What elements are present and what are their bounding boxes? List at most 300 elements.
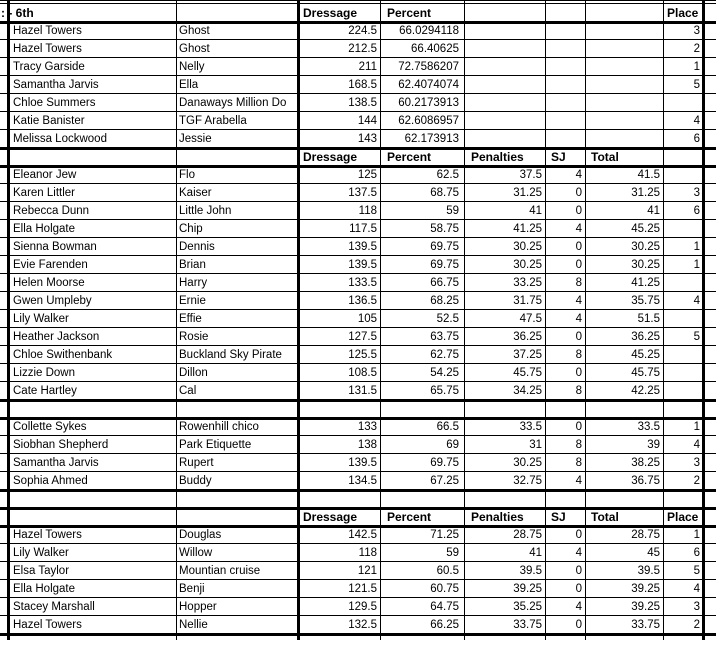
cell-sj[interactable] bbox=[545, 112, 585, 130]
cell-rider[interactable]: Tracy Garside bbox=[13, 61, 85, 73]
header-total: Total bbox=[591, 150, 619, 164]
cell-sj[interactable]: 8 bbox=[575, 385, 582, 397]
cell-horse[interactable]: Little John bbox=[179, 205, 232, 217]
grid-hline bbox=[0, 75, 716, 76]
cell-place[interactable]: 1 bbox=[693, 259, 700, 271]
grid-hline bbox=[0, 0, 716, 1]
cell-dressage[interactable]: 134.5 bbox=[348, 475, 377, 487]
cell-total[interactable]: 39 bbox=[647, 439, 660, 451]
cell-dressage[interactable]: 224.5 bbox=[348, 25, 377, 37]
cell-rider[interactable]: Ella Holgate bbox=[13, 583, 76, 595]
cell-horse[interactable]: Rupert bbox=[179, 457, 214, 469]
cell-place[interactable] bbox=[663, 94, 703, 112]
cell-rider[interactable]: Rebecca Dunn bbox=[13, 205, 90, 217]
table-row bbox=[0, 292, 716, 310]
cell-rider[interactable]: Sienna Bowman bbox=[13, 241, 97, 253]
cell-horse[interactable]: Flo bbox=[179, 169, 195, 181]
cell-dressage[interactable]: 168.5 bbox=[348, 79, 377, 91]
cell-penalties[interactable]: 41 bbox=[529, 547, 542, 559]
cell-total[interactable]: 30.25 bbox=[631, 259, 660, 271]
cell-penalties[interactable]: 37.5 bbox=[519, 169, 542, 181]
cell-rider[interactable]: Cate Hartley bbox=[13, 385, 77, 397]
grid-hline bbox=[0, 417, 716, 420]
cell-rider[interactable]: Gwen Umpleby bbox=[13, 295, 92, 307]
cell-place[interactable]: 4 bbox=[693, 583, 700, 595]
cell-rider[interactable]: Chloe Summers bbox=[13, 97, 96, 109]
cell-total[interactable] bbox=[585, 58, 663, 76]
cell-penalties[interactable] bbox=[464, 130, 545, 148]
grid-hline bbox=[0, 633, 716, 636]
cell-place[interactable] bbox=[663, 166, 703, 184]
table-row bbox=[0, 454, 716, 472]
cell-percent[interactable]: 62.173913 bbox=[404, 133, 459, 145]
cell-penalties[interactable] bbox=[464, 58, 545, 76]
cell-dressage[interactable]: 143 bbox=[357, 133, 377, 145]
cell-rider[interactable]: Samantha Jarvis bbox=[13, 457, 99, 469]
cell-total[interactable]: 39.25 bbox=[631, 583, 660, 595]
cell-rider[interactable]: Stacey Marshall bbox=[13, 601, 95, 613]
cell-penalties[interactable]: 41.25 bbox=[513, 223, 542, 235]
cell-penalties[interactable] bbox=[464, 112, 545, 130]
cell-sj[interactable]: 8 bbox=[575, 277, 582, 289]
cell-total[interactable] bbox=[585, 76, 663, 94]
cell-horse[interactable]: Dennis bbox=[179, 241, 215, 253]
cell-horse[interactable]: Nellie bbox=[179, 619, 208, 631]
cell-sj[interactable]: 0 bbox=[575, 187, 582, 199]
grid-hline bbox=[0, 39, 716, 40]
cell-penalties[interactable]: 31.75 bbox=[513, 295, 542, 307]
cell-place[interactable]: 5 bbox=[693, 565, 700, 577]
cell-penalties[interactable]: 33.5 bbox=[519, 421, 542, 433]
cell-place[interactable] bbox=[663, 220, 703, 238]
grid-hline bbox=[0, 219, 716, 220]
grid-vline bbox=[380, 0, 381, 640]
cell-dressage[interactable]: 125.5 bbox=[348, 349, 377, 361]
cell-rider[interactable]: Karen Littler bbox=[13, 187, 76, 199]
cell-horse[interactable]: Mountian cruise bbox=[179, 565, 261, 577]
cell-percent[interactable]: 67.25 bbox=[430, 475, 459, 487]
grid-hline bbox=[0, 381, 716, 382]
cell-penalties[interactable]: 36.25 bbox=[513, 331, 542, 343]
cell-horse[interactable]: Ghost bbox=[179, 43, 210, 55]
cell-place[interactable]: 3 bbox=[693, 25, 700, 37]
cell-horse[interactable]: Ella bbox=[179, 79, 199, 91]
grid-hline bbox=[0, 615, 716, 616]
cell-dressage[interactable]: 118 bbox=[358, 205, 377, 217]
cell-sj[interactable]: 4 bbox=[575, 169, 582, 181]
cell-percent[interactable]: 66.75 bbox=[430, 277, 459, 289]
cell-total[interactable] bbox=[585, 130, 663, 148]
cell-penalties[interactable]: 39.5 bbox=[519, 565, 542, 577]
cell-percent[interactable]: 71.25 bbox=[430, 529, 459, 541]
grid-vline bbox=[585, 0, 586, 640]
cell-horse[interactable]: Ernie bbox=[179, 295, 206, 307]
cell-rider[interactable]: Elsa Taylor bbox=[13, 565, 70, 577]
cell-horse[interactable]: Rosie bbox=[179, 331, 209, 343]
cell-percent[interactable]: 52.5 bbox=[436, 313, 459, 325]
cell-sj[interactable]: 4 bbox=[575, 313, 582, 325]
header-penalties: Penalties bbox=[471, 150, 524, 164]
cell-dressage[interactable]: 211 bbox=[358, 61, 377, 73]
cell-percent[interactable]: 59 bbox=[446, 547, 459, 559]
cell-sj[interactable]: 0 bbox=[575, 367, 582, 379]
cell-percent[interactable]: 62.75 bbox=[430, 349, 459, 361]
cell-sj[interactable]: 0 bbox=[575, 583, 582, 595]
cell-sj[interactable] bbox=[545, 22, 585, 40]
cell-percent[interactable]: 63.75 bbox=[430, 331, 459, 343]
cell-sj[interactable]: 0 bbox=[575, 259, 582, 271]
cell-rider[interactable]: Sophia Ahmed bbox=[13, 475, 88, 487]
cell-dressage[interactable]: 139.5 bbox=[348, 457, 377, 469]
cell-penalties[interactable]: 45.75 bbox=[513, 367, 542, 379]
cell-horse[interactable]: Dillon bbox=[179, 367, 208, 379]
cell-percent[interactable]: 66.0294118 bbox=[399, 25, 459, 37]
cell-horse[interactable]: Buckland Sky Pirate bbox=[179, 349, 282, 361]
grid-hline bbox=[0, 435, 716, 436]
cell-sj[interactable]: 4 bbox=[575, 295, 582, 307]
cell-horse[interactable]: Willow bbox=[179, 547, 213, 559]
cell-place[interactable]: 4 bbox=[693, 115, 700, 127]
grid-hline bbox=[0, 93, 716, 94]
cell-place[interactable] bbox=[663, 382, 703, 400]
cell-horse[interactable]: Buddy bbox=[179, 475, 212, 487]
cell-horse[interactable]: Hopper bbox=[179, 601, 217, 613]
cell-percent[interactable]: 60.5 bbox=[436, 565, 459, 577]
cell-penalties[interactable] bbox=[464, 40, 545, 58]
cell-dressage[interactable]: 105 bbox=[357, 313, 377, 325]
header-percent: Percent bbox=[387, 6, 432, 20]
cell-place[interactable]: 3 bbox=[693, 457, 700, 469]
cell-percent[interactable]: 66.25 bbox=[430, 619, 459, 631]
cell-total[interactable]: 45 bbox=[647, 547, 660, 559]
cell-rider[interactable]: Helen Moorse bbox=[13, 277, 85, 289]
cell-penalties[interactable]: 30.25 bbox=[513, 241, 542, 253]
cell-rider[interactable]: Samantha Jarvis bbox=[13, 79, 99, 91]
header-dressage: Dressage bbox=[303, 510, 358, 524]
cell-percent[interactable]: 62.4074074 bbox=[398, 79, 459, 91]
cell-dressage[interactable]: 117.5 bbox=[349, 223, 377, 235]
cell-rider[interactable]: Katie Banister bbox=[13, 115, 85, 127]
cell-penalties[interactable]: 33.75 bbox=[513, 619, 542, 631]
cell-horse[interactable]: TGF Arabella bbox=[179, 115, 247, 127]
cell-place[interactable]: 6 bbox=[693, 133, 700, 145]
cell-sj[interactable] bbox=[545, 40, 585, 58]
cell-penalties[interactable] bbox=[464, 94, 545, 112]
cell-total[interactable]: 39.25 bbox=[631, 601, 660, 613]
header-sj bbox=[548, 4, 584, 22]
cell-percent[interactable]: 69.75 bbox=[430, 241, 459, 253]
cell-dressage[interactable]: 132.5 bbox=[348, 619, 377, 631]
cell-penalties[interactable]: 30.25 bbox=[513, 259, 542, 271]
cell-place[interactable]: 1 bbox=[693, 421, 700, 433]
cell-dressage[interactable]: 118 bbox=[358, 547, 377, 559]
grid-hline bbox=[0, 597, 716, 598]
cell-penalties[interactable]: 41 bbox=[529, 205, 542, 217]
cell-percent[interactable]: 72.7586207 bbox=[398, 61, 459, 73]
cell-horse[interactable]: Ghost bbox=[179, 25, 210, 37]
cell-dressage[interactable]: 121.5 bbox=[348, 583, 377, 595]
table-row bbox=[0, 58, 716, 76]
cell-horse[interactable]: Cal bbox=[179, 385, 197, 397]
cell-sj[interactable]: 0 bbox=[575, 421, 582, 433]
cell-dressage[interactable]: 138 bbox=[357, 439, 377, 451]
cell-penalties[interactable]: 35.25 bbox=[513, 601, 542, 613]
cell-percent[interactable]: 65.75 bbox=[430, 385, 459, 397]
table-row bbox=[0, 382, 716, 400]
cell-sj[interactable] bbox=[545, 58, 585, 76]
grid-hline bbox=[0, 255, 716, 256]
cell-place[interactable]: 1 bbox=[693, 241, 700, 253]
cell-sj[interactable]: 0 bbox=[575, 619, 582, 631]
cell-horse[interactable]: Nelly bbox=[179, 61, 205, 73]
cell-rider[interactable]: Eleanor Jew bbox=[13, 169, 77, 181]
cell-penalties[interactable]: 47.5 bbox=[519, 313, 542, 325]
header-penalties: Penalties bbox=[471, 510, 524, 524]
cell-place[interactable]: 6 bbox=[693, 205, 700, 217]
cell-total[interactable]: 39.5 bbox=[637, 565, 660, 577]
cell-percent[interactable]: 68.25 bbox=[430, 295, 459, 307]
cell-total[interactable]: 36.75 bbox=[631, 475, 660, 487]
cell-penalties[interactable]: 30.25 bbox=[513, 457, 542, 469]
cell-percent[interactable]: 69.75 bbox=[430, 259, 459, 271]
table-row bbox=[0, 616, 716, 634]
cell-percent[interactable]: 59 bbox=[446, 205, 459, 217]
header-place: Place bbox=[667, 510, 699, 524]
cell-horse[interactable]: Benji bbox=[179, 583, 205, 595]
cell-horse[interactable]: Brian bbox=[179, 259, 206, 271]
cell-rider[interactable]: Collette Sykes bbox=[13, 421, 87, 433]
cell-total[interactable]: 41.25 bbox=[631, 277, 660, 289]
cell-total[interactable]: 36.25 bbox=[631, 331, 660, 343]
cell-percent[interactable]: 68.75 bbox=[430, 187, 459, 199]
cell-sj[interactable]: 0 bbox=[575, 241, 582, 253]
cell-place[interactable] bbox=[663, 274, 703, 292]
cell-dressage[interactable]: 139.5 bbox=[348, 241, 377, 253]
grid-hline bbox=[0, 165, 716, 168]
table-row bbox=[0, 346, 716, 364]
cell-percent[interactable]: 69 bbox=[446, 439, 459, 451]
cell-penalties[interactable]: 39.25 bbox=[513, 583, 542, 595]
cell-rider[interactable]: Melissa Lockwood bbox=[13, 133, 107, 145]
grid-hline bbox=[0, 345, 716, 346]
cell-penalties[interactable]: 28.75 bbox=[513, 529, 542, 541]
cell-place[interactable]: 3 bbox=[693, 187, 700, 199]
table-row bbox=[0, 472, 716, 490]
cell-rider[interactable]: Lizzie Down bbox=[13, 367, 75, 379]
grid-hline bbox=[0, 453, 716, 454]
cell-dressage[interactable]: 142.5 bbox=[348, 529, 377, 541]
cell-rider[interactable]: Chloe Swithenbank bbox=[13, 349, 113, 361]
cell-sj[interactable]: 4 bbox=[575, 601, 582, 613]
cell-penalties[interactable]: 31 bbox=[529, 439, 542, 451]
cell-place[interactable]: 4 bbox=[693, 439, 700, 451]
cell-percent[interactable]: 62.6086957 bbox=[398, 115, 459, 127]
cell-sj[interactable]: 4 bbox=[575, 223, 582, 235]
cell-penalties[interactable]: 31.25 bbox=[513, 187, 542, 199]
cell-place[interactable]: 2 bbox=[693, 475, 700, 487]
cell-horse[interactable]: Harry bbox=[179, 277, 208, 289]
cell-dressage[interactable]: 138.5 bbox=[348, 97, 377, 109]
table-row bbox=[0, 166, 716, 184]
cell-total[interactable]: 45.25 bbox=[631, 223, 660, 235]
cell-dressage[interactable]: 136.5 bbox=[348, 295, 377, 307]
cell-place[interactable]: 4 bbox=[693, 295, 700, 307]
cell-penalties[interactable]: 33.25 bbox=[513, 277, 542, 289]
cell-total[interactable] bbox=[585, 112, 663, 130]
table-row bbox=[0, 544, 716, 562]
cell-total[interactable]: 51.5 bbox=[637, 313, 660, 325]
cell-percent[interactable]: 54.25 bbox=[430, 367, 459, 379]
cell-place[interactable]: 5 bbox=[693, 79, 700, 91]
table-row bbox=[0, 76, 716, 94]
cell-dressage[interactable]: 133.5 bbox=[348, 277, 377, 289]
cell-total[interactable]: 35.75 bbox=[631, 295, 660, 307]
cell-total[interactable] bbox=[585, 22, 663, 40]
cell-total[interactable] bbox=[585, 94, 663, 112]
grid-hline bbox=[0, 489, 716, 492]
table-row bbox=[0, 40, 716, 58]
cell-dressage[interactable]: 137.5 bbox=[348, 187, 377, 199]
cell-percent[interactable]: 64.75 bbox=[430, 601, 459, 613]
cell-dressage[interactable]: 131.5 bbox=[348, 385, 377, 397]
cell-sj[interactable]: 4 bbox=[575, 547, 582, 559]
cell-place[interactable] bbox=[663, 346, 703, 364]
grid-hline bbox=[0, 183, 716, 184]
grid-hline bbox=[0, 57, 716, 58]
cell-rider[interactable]: Hazel Towers bbox=[13, 529, 82, 541]
cell-rider[interactable]: Ella Holgate bbox=[13, 223, 76, 235]
cell-sj[interactable]: 0 bbox=[575, 565, 582, 577]
table-row bbox=[0, 580, 716, 598]
cell-horse[interactable]: Effie bbox=[179, 313, 202, 325]
cell-place[interactable]: 3 bbox=[693, 601, 700, 613]
cell-place[interactable]: 5 bbox=[693, 331, 700, 343]
cell-rider[interactable]: Evie Farenden bbox=[13, 259, 88, 271]
cell-sj[interactable]: 8 bbox=[575, 439, 582, 451]
cell-sj[interactable]: 0 bbox=[575, 205, 582, 217]
cell-total[interactable]: 31.25 bbox=[631, 187, 660, 199]
cell-percent[interactable]: 62.5 bbox=[436, 169, 459, 181]
cell-horse[interactable]: Danaways Million Do bbox=[179, 97, 287, 109]
cell-total[interactable]: 38.25 bbox=[631, 457, 660, 469]
cell-horse[interactable]: Rowenhill chico bbox=[179, 421, 259, 433]
grid-vline bbox=[176, 0, 177, 640]
cell-sj[interactable] bbox=[545, 76, 585, 94]
grid-hline bbox=[0, 309, 716, 310]
cell-penalties[interactable]: 32.75 bbox=[513, 475, 542, 487]
grid-vline bbox=[7, 0, 10, 640]
cell-total[interactable]: 41 bbox=[647, 205, 660, 217]
table-row bbox=[0, 364, 716, 382]
cell-penalties[interactable] bbox=[464, 22, 545, 40]
cell-place[interactable] bbox=[663, 310, 703, 328]
header-percent: Percent bbox=[387, 510, 432, 524]
cell-place[interactable]: 1 bbox=[693, 529, 700, 541]
cell-total[interactable]: 33.75 bbox=[631, 619, 660, 631]
cell-sj[interactable]: 0 bbox=[575, 529, 582, 541]
cell-penalties[interactable] bbox=[464, 76, 545, 94]
cell-total[interactable] bbox=[585, 40, 663, 58]
cell-rider[interactable]: Heather Jackson bbox=[13, 331, 100, 343]
cell-dressage[interactable]: 133 bbox=[357, 421, 377, 433]
cell-place[interactable] bbox=[663, 364, 703, 382]
cell-penalties[interactable]: 37.25 bbox=[513, 349, 542, 361]
cell-total[interactable]: 42.25 bbox=[631, 385, 660, 397]
grid-vline bbox=[702, 0, 705, 640]
cell-percent[interactable]: 58.75 bbox=[430, 223, 459, 235]
header-row bbox=[0, 148, 716, 166]
cell-rider[interactable]: Hazel Towers bbox=[13, 25, 82, 37]
grid-hline bbox=[0, 21, 716, 24]
cell-total[interactable]: 41.5 bbox=[637, 169, 660, 181]
cell-rider[interactable]: Hazel Towers bbox=[13, 43, 82, 55]
cell-place[interactable]: 1 bbox=[693, 61, 700, 73]
cell-dressage[interactable]: 139.5 bbox=[348, 259, 377, 271]
cell-total[interactable]: 33.5 bbox=[637, 421, 660, 433]
cell-percent[interactable]: 66.40625 bbox=[411, 43, 459, 55]
table-row bbox=[0, 328, 716, 346]
cell-dressage[interactable]: 127.5 bbox=[348, 331, 377, 343]
cell-place[interactable]: 6 bbox=[693, 547, 700, 559]
table-row bbox=[0, 238, 716, 256]
cell-place[interactable]: 2 bbox=[693, 43, 700, 55]
grid-vline bbox=[464, 0, 465, 640]
grid-hline bbox=[0, 399, 716, 402]
cell-horse[interactable]: Douglas bbox=[179, 529, 222, 541]
header-place: Place bbox=[667, 6, 699, 20]
grid-hline bbox=[0, 561, 716, 562]
table-row bbox=[0, 256, 716, 274]
cell-dressage[interactable]: 129.5 bbox=[348, 601, 377, 613]
cell-dressage[interactable]: 212.5 bbox=[348, 43, 377, 55]
cell-rider[interactable]: Siobhan Shepherd bbox=[13, 439, 109, 451]
cell-total[interactable]: 45.75 bbox=[631, 367, 660, 379]
cell-sj[interactable]: 0 bbox=[575, 331, 582, 343]
cell-total[interactable]: 45.25 bbox=[631, 349, 660, 361]
cell-total[interactable]: 28.75 bbox=[631, 529, 660, 541]
table-row bbox=[0, 184, 716, 202]
cell-percent[interactable]: 66.5 bbox=[436, 421, 459, 433]
cell-dressage[interactable]: 144 bbox=[357, 115, 377, 127]
cell-sj[interactable] bbox=[545, 130, 585, 148]
cell-percent[interactable]: 60.75 bbox=[430, 583, 459, 595]
cell-percent[interactable]: 60.2173913 bbox=[398, 97, 459, 109]
cell-horse[interactable]: Park Etiquette bbox=[179, 439, 252, 451]
cell-horse[interactable]: Chip bbox=[179, 223, 203, 235]
table-row bbox=[0, 112, 716, 130]
cell-horse[interactable]: Jessie bbox=[179, 133, 212, 145]
cell-sj[interactable]: 8 bbox=[575, 457, 582, 469]
cell-sj[interactable]: 4 bbox=[575, 475, 582, 487]
cell-rider[interactable]: Lily Walker bbox=[13, 313, 69, 325]
cell-rider[interactable]: Hazel Towers bbox=[13, 619, 82, 631]
cell-total[interactable]: 30.25 bbox=[631, 241, 660, 253]
cell-sj[interactable]: 8 bbox=[575, 349, 582, 361]
table-row bbox=[0, 220, 716, 238]
cell-place[interactable]: 2 bbox=[693, 619, 700, 631]
cell-penalties[interactable]: 34.25 bbox=[513, 385, 542, 397]
cell-percent[interactable]: 69.75 bbox=[430, 457, 459, 469]
cell-dressage[interactable]: 125 bbox=[357, 169, 377, 181]
cell-rider[interactable]: Lily Walker bbox=[13, 547, 69, 559]
grid-hline bbox=[0, 327, 716, 328]
grid-hline bbox=[0, 201, 716, 202]
grid-hline bbox=[0, 579, 716, 580]
cell-dressage[interactable]: 121 bbox=[357, 565, 377, 577]
cell-horse[interactable]: Kaiser bbox=[179, 187, 212, 199]
cell-dressage[interactable]: 108.5 bbox=[348, 367, 377, 379]
cell-sj[interactable] bbox=[545, 94, 585, 112]
